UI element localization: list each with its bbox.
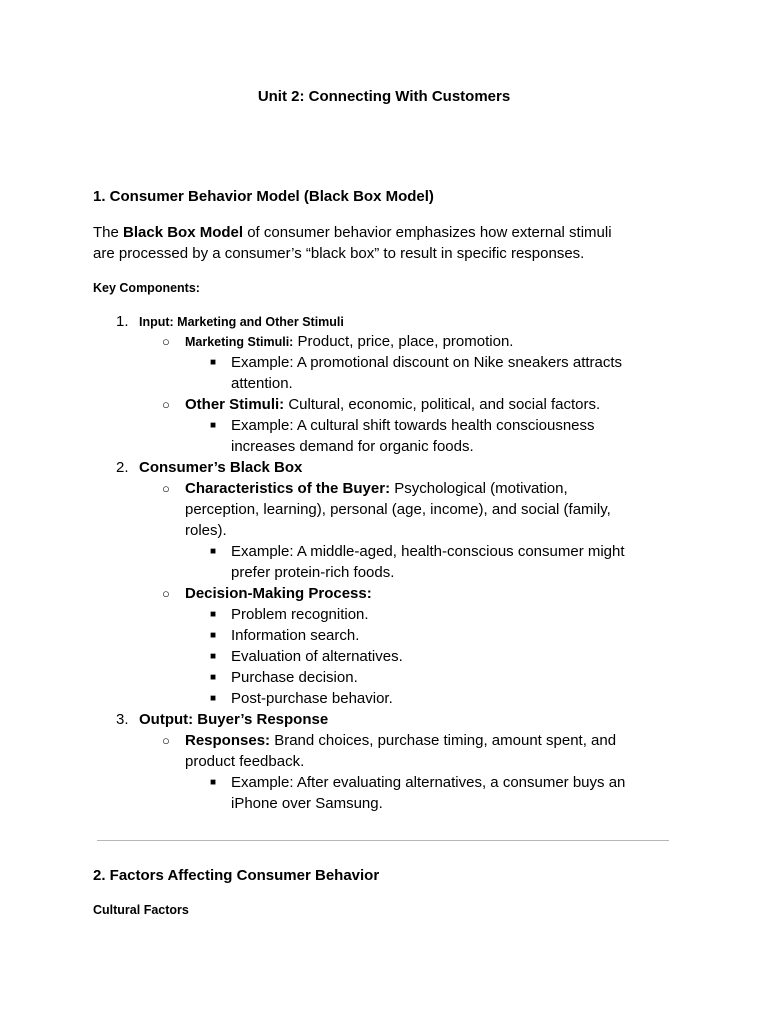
list-number-2: 2. [116,459,129,476]
square-bullet: ■ [210,777,217,788]
list-number-3: 3. [116,711,129,728]
decision-step: Post-purchase behavior. [231,690,393,707]
marketing-stimuli-text: Product, price, place, promotion. [293,333,514,350]
characteristics-example-line-2: prefer protein-rich foods. [231,564,395,581]
decision-process-label: Decision-Making Process: [185,585,372,602]
intro-bold-term: Black Box Model [123,224,244,241]
other-example-line-2: increases demand for organic foods. [231,438,474,455]
characteristics-label: Characteristics of the Buyer: [185,480,391,497]
characteristics-line-1 [185,478,568,499]
cultural-factors-subheading: Cultural Factors [93,903,189,917]
list-number-1: 1. [116,313,129,330]
responses-example-line-2: iPhone over Samsung. [231,795,383,812]
section-2-heading: 2. Factors Affecting Consumer Behavior [93,867,380,884]
characteristics-example-line-1: Example: A middle-aged, health-conscious consumer might [231,543,625,560]
other-stimuli-line [185,394,600,415]
horizontal-divider [97,840,669,841]
other-stimuli-text: Cultural, economic, political, and social factors. [284,396,601,413]
responses-line-2: product feedback. [185,753,305,770]
marketing-stimuli-label: Marketing Stimuli: [185,335,294,349]
decision-step: Evaluation of alternatives. [231,648,403,665]
circle-bullet: ○ [162,481,170,496]
square-bullet: ■ [210,609,217,620]
item-3-label: Output: Buyer’s Response [139,711,329,728]
responses-example-line-1: Example: After evaluating alternatives, a consumer buys an [231,774,626,791]
section-1-heading: 1. Consumer Behavior Model (Black Box Model) [93,188,434,205]
responses-text: Brand choices, purchase timing, amount spent, and [270,732,617,749]
item-1-label: Input: Marketing and Other Stimuli [139,315,344,329]
key-components-label: Key Components: [93,281,200,295]
square-bullet: ■ [210,630,217,641]
intro-paragraph-line-1 [93,222,612,243]
other-stimuli-label: Other Stimuli: [185,396,285,413]
square-bullet: ■ [210,672,217,683]
intro-paragraph-line-2: are processed by a consumer’s “black box” to result in specific responses. [93,245,585,262]
characteristics-line-2: perception, learning), personal (age, income), and social (family, [185,501,611,518]
square-bullet: ■ [210,357,217,368]
marketing-example-line-2: attention. [231,375,293,392]
decision-step: Information search. [231,627,360,644]
characteristics-line-3: roles). [185,522,227,539]
page-title: Unit 2: Connecting With Customers [257,88,511,105]
intro-pre: The [93,224,124,241]
other-example-line-1: Example: A cultural shift towards health consciousness [231,417,595,434]
marketing-example-line-1: Example: A promotional discount on Nike sneakers attracts [231,354,623,371]
square-bullet: ■ [210,546,217,557]
decision-step: Problem recognition. [231,606,369,623]
item-2-label: Consumer’s Black Box [139,459,303,476]
circle-bullet: ○ [162,586,170,601]
decision-step: Purchase decision. [231,669,358,686]
responses-line-1 [185,730,616,751]
marketing-stimuli-line [185,331,513,353]
characteristics-text: Psychological (motivation, [390,480,568,497]
circle-bullet: ○ [162,733,170,748]
responses-label: Responses: [185,732,271,749]
square-bullet: ■ [210,420,217,431]
square-bullet: ■ [210,651,217,662]
square-bullet: ■ [210,693,217,704]
intro-post: of consumer behavior emphasizes how external stimuli [243,224,612,241]
circle-bullet: ○ [162,397,170,412]
circle-bullet: ○ [162,334,170,349]
